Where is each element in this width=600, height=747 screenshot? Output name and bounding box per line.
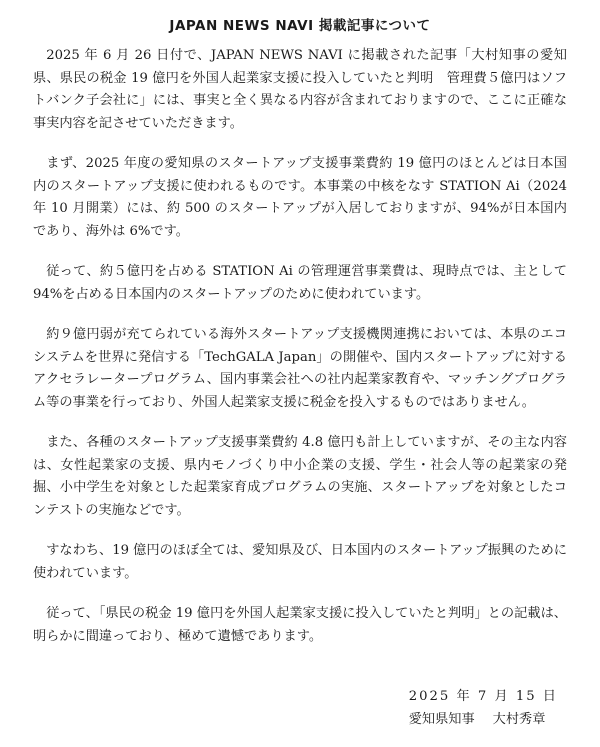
paragraph-management-cost: 従って、約５億円を占める STATION Ai の管理運営事業費は、現時点では、主として 94%を占める日本国内のスタートアップのために使われています。 bbox=[33, 264, 567, 302]
signature-date: 2025 年 7 月 15 日 bbox=[408, 689, 558, 704]
signature-name-row bbox=[409, 709, 562, 732]
signature-name: 大村秀章 bbox=[492, 711, 546, 727]
signature-block bbox=[409, 686, 562, 731]
paragraph-conclusion: 従って、「県民の税金 19 億円を外国人起業家支援に投入していたと判明」との記載は、明らかに間違っており、極めて遺憾であります。 bbox=[33, 606, 567, 644]
paragraph-overseas-partnership: 約９億円弱が充てられている海外スタートアップ支援機関連携においては、本県のエコシステムを世界に発信する「TechGALA Japan」の開催や、国内スタートアップに対するアクセラレータープログラム、国内事業会社への社内起業家教育や、マッチングプログラム等の事業を行っており、外国人起業家支援に税金を投入するものではありません。 bbox=[33, 327, 567, 410]
signature-position: 愛知県知事 bbox=[408, 711, 475, 727]
paragraph-budget-overview: まず、2025 年度の愛知県のスタートアップ支援事業費約 19 億円のほとんどは日本国内のスタートアップ支援に使われるものです。本事業の中核をなす STATION Ai（2024 年 10 月開業）には、約 500 のスタートアップが入居しておりますが、94%が日本国内であり、海外は 6%です。 bbox=[33, 156, 567, 239]
paragraph-summary: すなわち、19 億円のほぼ全ては、愛知県及び、日本国内のスタートアップ振興のために使われています。 bbox=[33, 543, 567, 581]
paragraph-intro: 2025 年 6 月 26 日付で、JAPAN NEWS NAVI に掲載された記事「大村知事の愛知県、県民の税金 19 億円を外国人起業家支援に投入していたと判明 管理費５億円はソフトバンク子会社に」には、事実と全く異なる内容が含まれておりますので、ここに正確な事実内容を記させていただきます。 bbox=[33, 48, 567, 131]
paragraph-other-programs: また、各種のスタートアップ支援事業費約 4.8 億円も計上していますが、その主な内容は、女性起業家の支援、県内モノづくり中小企業の支援、学生・社会人等の起業家の発掘、小中学生を対象とした起業家育成プログラムの実施、スタートアップを対象としたコンテストの実施などです。 bbox=[33, 435, 567, 518]
document-title: JAPAN NEWS NAVI 掲載記事について bbox=[169, 18, 431, 34]
